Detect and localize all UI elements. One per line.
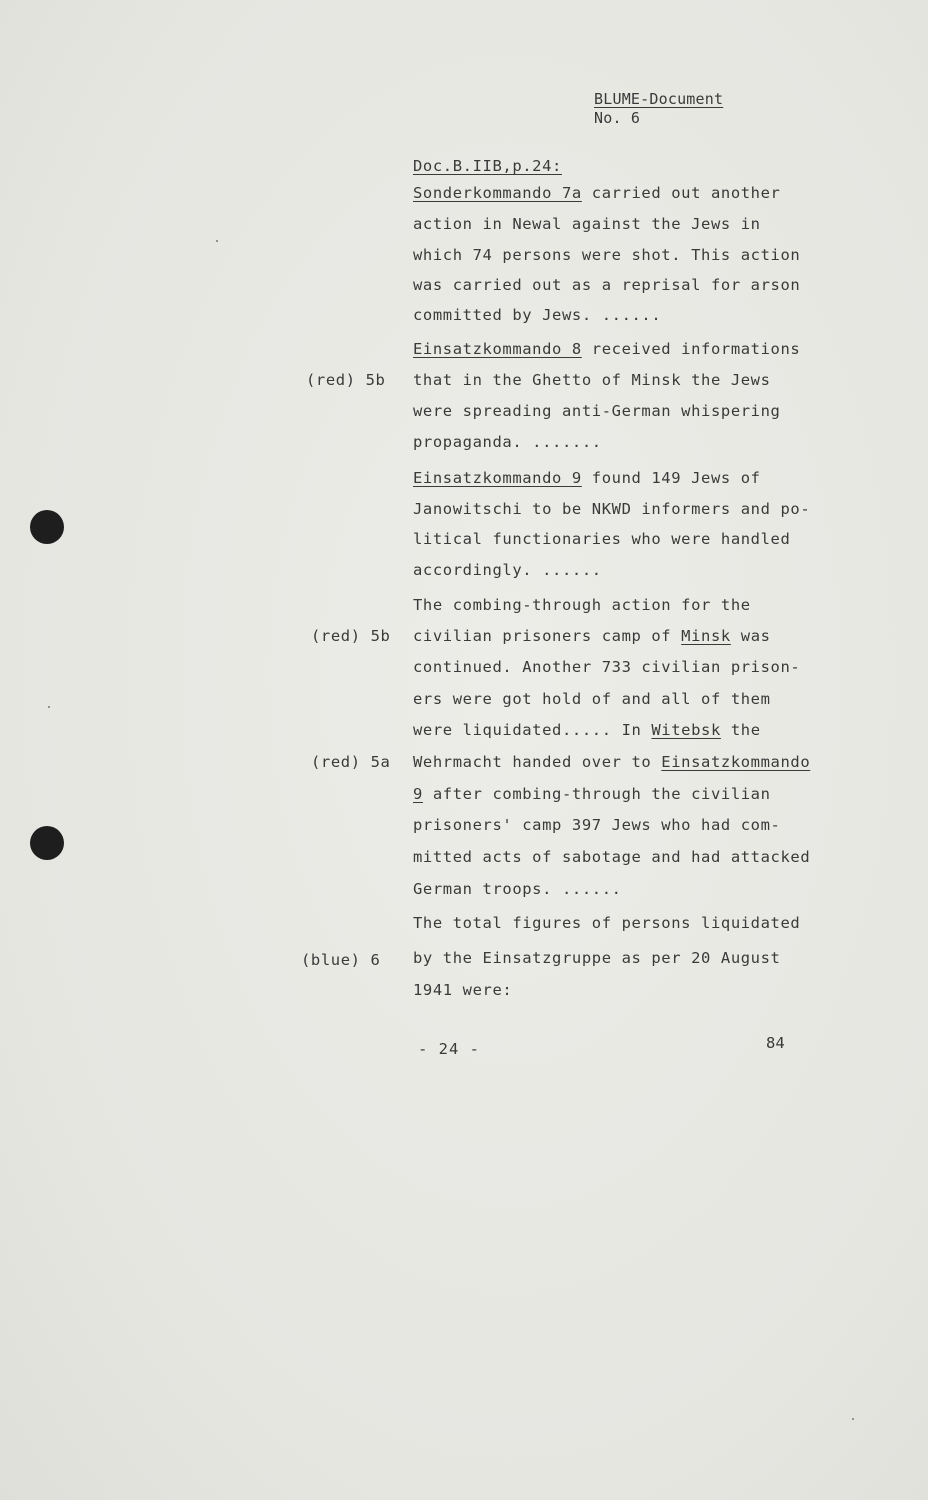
text-segment: accordingly. ...... bbox=[413, 561, 602, 579]
text-line bbox=[413, 981, 512, 999]
text-line bbox=[413, 402, 780, 420]
margin-note-red-5b: (red) 5b bbox=[306, 371, 386, 389]
text-segment: received informations bbox=[581, 340, 801, 358]
text-line bbox=[413, 753, 810, 771]
archive-number: 84 bbox=[766, 1034, 785, 1052]
text-segment: were spreading anti-German whispering bbox=[413, 402, 781, 420]
text-line bbox=[413, 627, 771, 645]
paper-speck bbox=[48, 706, 50, 708]
punch-hole-top bbox=[30, 510, 64, 544]
underlined-text: Minsk bbox=[681, 627, 731, 645]
text-line bbox=[413, 371, 771, 389]
text-line bbox=[413, 949, 780, 967]
text-line bbox=[413, 276, 800, 294]
text-line bbox=[413, 469, 761, 487]
text-line bbox=[413, 184, 780, 202]
text-segment: carried out another bbox=[581, 184, 781, 202]
text-line bbox=[413, 561, 602, 579]
text-line bbox=[413, 340, 800, 358]
text-segment: the bbox=[720, 721, 761, 739]
text-line bbox=[413, 721, 761, 739]
text-segment: civilian prisoners camp of bbox=[413, 627, 682, 645]
document-title: BLUME-Document bbox=[594, 90, 724, 108]
text-segment: Wehrmacht handed over to bbox=[413, 753, 662, 771]
underlined-text: Einsatzkommando bbox=[661, 753, 811, 771]
text-segment: found 149 Jews of bbox=[581, 469, 761, 487]
text-line bbox=[413, 500, 810, 518]
underlined-text: Einsatzkommando 9 bbox=[413, 469, 582, 487]
paper-speck bbox=[216, 240, 218, 242]
text-segment: which 74 persons were shot. This action bbox=[413, 246, 801, 264]
text-segment: was bbox=[730, 627, 771, 645]
margin-note-red-5a: (red) 5a bbox=[311, 753, 391, 771]
page-number: - 24 - bbox=[418, 1040, 480, 1058]
punch-hole-bottom bbox=[30, 826, 64, 860]
text-line bbox=[413, 816, 780, 834]
text-segment: prisoners' camp 397 Jews who had com- bbox=[413, 816, 781, 834]
text-line bbox=[413, 914, 800, 932]
document-number: No. 6 bbox=[594, 109, 641, 127]
text-segment: mitted acts of sabotage and had attacked bbox=[413, 848, 811, 866]
text-line bbox=[413, 785, 771, 803]
text-line bbox=[413, 880, 622, 898]
text-segment: committed by Jews. ...... bbox=[413, 306, 662, 324]
text-line bbox=[413, 215, 761, 233]
text-segment: continued. Another 733 civilian prison- bbox=[413, 658, 801, 676]
text-segment: after combing-through the civilian bbox=[422, 785, 771, 803]
text-line bbox=[413, 690, 771, 708]
text-line bbox=[413, 596, 751, 614]
text-segment: that in the Ghetto of Minsk the Jews bbox=[413, 371, 771, 389]
underlined-text: Witebsk bbox=[651, 721, 721, 739]
text-segment: was carried out as a reprisal for arson bbox=[413, 276, 801, 294]
text-segment: German troops. ...... bbox=[413, 880, 622, 898]
underlined-text: Einsatzkommando 8 bbox=[413, 340, 582, 358]
text-segment: were liquidated..... In bbox=[413, 721, 652, 739]
text-line bbox=[413, 306, 661, 324]
text-line bbox=[413, 848, 810, 866]
text-segment: ers were got hold of and all of them bbox=[413, 690, 771, 708]
underlined-text: Sonderkommando 7a bbox=[413, 184, 582, 202]
text-segment: Janowitschi to be NKWD informers and po- bbox=[413, 500, 811, 518]
text-segment: The total figures of persons liquidated bbox=[413, 914, 801, 932]
text-segment: litical functionaries who were handled bbox=[413, 530, 791, 548]
text-segment: by the Einsatzgruppe as per 20 August bbox=[413, 949, 781, 967]
text-line bbox=[413, 530, 790, 548]
margin-note-blue-6: (blue) 6 bbox=[301, 951, 381, 969]
text-line bbox=[413, 433, 602, 451]
text-segment: The combing-through action for the bbox=[413, 596, 751, 614]
text-segment: propaganda. ....... bbox=[413, 433, 602, 451]
text-line bbox=[413, 246, 800, 264]
text-segment: action in Newal against the Jews in bbox=[413, 215, 761, 233]
underlined-text: 9 bbox=[413, 785, 423, 803]
paper-speck bbox=[852, 1418, 854, 1420]
document-header bbox=[594, 90, 723, 128]
margin-note-red-5b: (red) 5b bbox=[311, 627, 391, 645]
source-reference: Doc.B.IIB,p.24: bbox=[413, 157, 562, 175]
text-segment: 1941 were: bbox=[413, 981, 513, 999]
text-line bbox=[413, 658, 800, 676]
